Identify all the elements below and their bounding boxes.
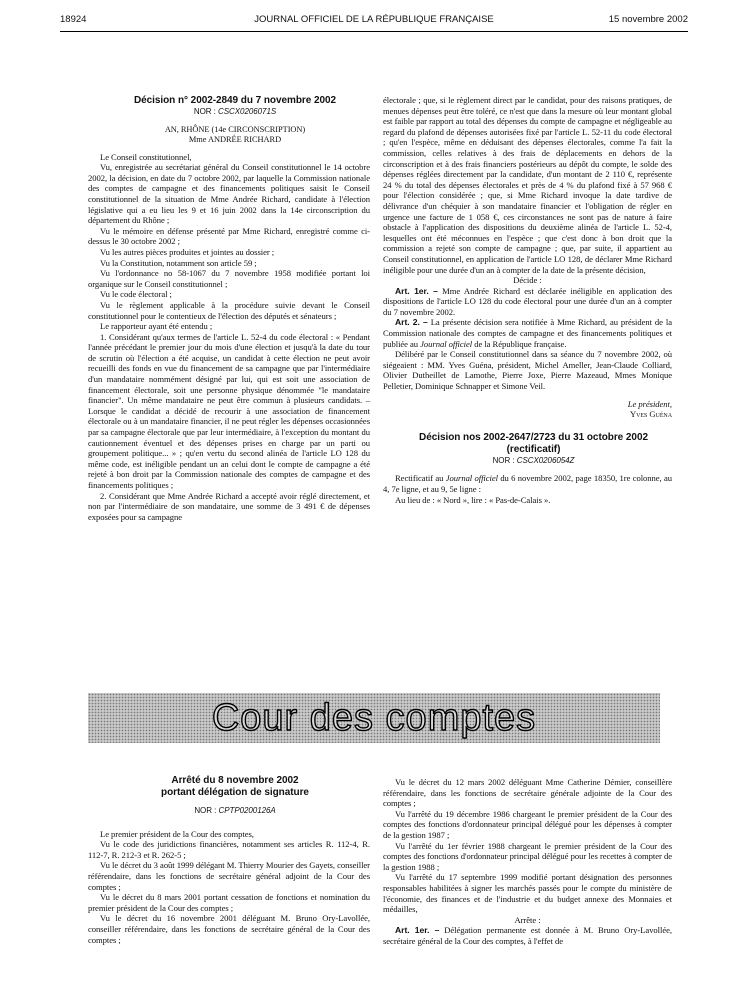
paragraph: Vu le décret du 16 novembre 2001 déléguant M. Bruno Ory-Lavollée, conseiller référendaire, dans les fonctions de secrétaire général de la Cour des comptes ;: [88, 913, 370, 945]
arrete-left-text: [88, 829, 370, 946]
decision1-right-paragraph: électorale ; que, si le règlement direct par le candidat, pour des raisons pratiques, de menues dépenses peut être toléré, ce n'est que dans la mesure où leur montant global est faible par rapport au total des dépenses du compte de campagne et négligeable au regard du plafond de dépenses autorisées fixé par l'article L. 52-11 du code électoral ; qu'en l'espèce, même en déduisant des dépenses électorales, comme l'a fait la commission, celles relatives à des frais de déplacements en dehors de la circonscription et à des frais financiers postérieurs au dépôt du compte, le solde des dépenses réglées directement par la candidate, d'un montant de 2 110 €, représente 24 % du total des dépenses électorales et près de 4 % du plafond fixé à 57 968 € pour l'élection considérée ; que, si Mme Richard invoque la date tardive de délivrance d'un chéquier à son mandataire financier et l'obligation de régler en urgence une facture de 1 058 €, ces circonstances ne sont pas de nature à faire obstacle à l'application des dispositions du deuxième alinéa de l'article L. 52-4, lesquelles ont été méconnues en l'espèce ; que c'est donc à bon droit que la commission a rejeté son compte de campagne ; que, par suite, il appartient au Conseil constitutionnel, en application de l'article LO 128, de déclarer Mme Richard inéligible pour une durée d'un an à compter de la date de la présente décision,: [383, 95, 672, 275]
paragraph: Le rapporteur ayant été entendu ;: [100, 321, 213, 332]
decision2-subtitle: (rectificatif): [506, 443, 561, 455]
paragraph: Le Conseil constitutionnel,: [100, 151, 192, 162]
decision2-nor: NOR : CSCX0206054Z: [492, 455, 575, 465]
page-number: 18924: [60, 14, 87, 25]
paragraph: Vu le décret du 12 mars 2002 déléguant Mme Catherine Démier, conseillère référendaire, dans les fonctions de secrétaire générale adjointe de la Cour des comptes ;: [383, 777, 672, 809]
paragraph: Vu l'ordonnance no 58-1067 du 7 novembre 1958 modifiée portant loi organique sur le Conseil constitutionnel ;: [88, 268, 370, 289]
arrete-subtitle: portant délégation de signature: [161, 787, 309, 798]
paragraph: Vu le règlement applicable à la procédure suivie devant le Conseil constitutionnel pour le contentieux de l'élection des députés et sénateurs ;: [88, 299, 370, 321]
decision1-title: Décision n° 2002-2849 du 7 novembre 2002: [133, 95, 337, 106]
decision1-nor: NOR : CSCX0206071S: [193, 107, 277, 116]
decision1-circonscription: AN, RHÔNE (14e CIRCONSCRIPTION): [164, 124, 306, 134]
section-banner-title: Cour des comptes: [211, 697, 537, 739]
decision1-decide: Décide :: [513, 275, 542, 286]
arrete-nor: NOR : CPTP0200126A: [194, 806, 276, 815]
paragraph: Vu le code électoral ;: [100, 289, 172, 300]
paragraph: Vu l'arrêté du 1er février 1988 chargeant le premier président de la Cour des comptes des fonctions d'ordonnateur principal délégué pour les recettes à compter de la gestion 1988 ;: [383, 840, 672, 872]
decision1-left-text: [88, 152, 370, 523]
page-header: [60, 14, 688, 28]
paragraph: 2. Considérant que Mme Andrée Richard a accepté avoir réglé directement, et non par l'intermédiaire de son mandataire, une somme de 3 491 € de dépenses exposées pour sa campagne: [88, 490, 370, 522]
paragraph: 1. Considérant qu'aux termes de l'article L. 52-4 du code électoral : « Pendant l'année précédant le premier jour du mois d'une élection et jusqu'à la date du tour de scrutin où l'élection a été acquise, un candidat à cette élection ne peut avoir recueilli des fonds en vue du financement de sa campagne que par l'intermédiaire d'un mandataire nommément désigné par lui, qui est soit une association de financement électorale, soit une personne physique dénommée "le mandataire financier". Un même mandataire ne peut être commun à plusieurs candidats. – Lorsque le candidat a décidé de recourir à une association de financement électorale ou à un mandataire financier, il ne peut régler les dépenses occasionnées par sa campagne électorale que par leur intermédiaire, à l'exception du montant du cautionnement éventuel et des dépenses prises en charge par un parti ou groupement politique... » ; qu'en vertu du second alinéa de l'article LO 128 du même code, est inéligible pendant un an celui dont le compte de campagne a été rejeté à bon droit par la Commission nationale des comptes de campagne et des financements politiques ;: [88, 331, 370, 490]
arrete-right-text: [383, 777, 672, 915]
paragraph: Vu la Constitution, notamment son article 59 ;: [100, 257, 257, 268]
section-banner: [88, 693, 660, 743]
arrete-left-column: [88, 775, 370, 945]
paragraph: Vu le décret du 3 août 1999 délégant M. Thierry Mourier des Gayets, conseiller référendaire, dans les fonctions de secrétaire général adjoint de la Cour des comptes ;: [88, 860, 370, 892]
decision1-person: Mme ANDRÉE RICHARD: [188, 134, 282, 144]
arrete-article-1: Art. 1er. – Délégation permanente est donnée à M. Bruno Ory-Lavollée, secrétaire général de la Cour des comptes, à l'effet de: [383, 925, 672, 946]
signature-name: Yves Guéna: [629, 409, 672, 420]
decision1-right-column: [383, 95, 672, 505]
paragraph: Vu le décret du 8 mars 2001 portant cessation de fonctions et nomination du premier président de la Cour des comptes ;: [88, 892, 370, 913]
decision2-title: Décision nos 2002-2647/2723 du 31 octobre 2002: [419, 431, 648, 443]
paragraph: Vu, enregistrée au secrétariat général du Conseil constitutionnel le 14 octobre 2002, la décision, en date du 7 octobre 2002, par laquelle la Commission nationale des comptes de campagne et des financements politiques saisit le Conseil constitutionnel de la situation de Mme Andrée Richard, candidate à l'élection législative qui a eu lieu les 9 et 16 juin 2002 dans la 14e circonscription du département du Rhône ;: [88, 162, 370, 226]
paragraph: Vu le mémoire en défense présenté par Mme Richard, enregistré comme ci-dessus le 30 octobre 2002 ;: [88, 225, 370, 247]
paragraph: Le premier président de la Cour des comptes,: [100, 828, 254, 839]
issue-date: 15 novembre 2002: [608, 14, 688, 25]
paragraph: Vu le code des juridictions financières, notamment ses articles R. 112-4, R. 112-7, R. 212-3 et R. 262-5 ;: [88, 839, 370, 860]
arrete-word: Arrête :: [514, 914, 541, 925]
decision1-deliberation: Délibéré par le Conseil constitutionnel dans sa séance du 7 novembre 2002, où siégeaient : MM. Yves Guéna, président, Michel Ameller, Jean-Claude Colliard, Olivier Dutheillet de Lamothe, Pierre Joxe, Pierre Mazeaud, Mmes Monique Pelletier, Dominique Schnapper et Simone Veil.: [383, 349, 672, 392]
paragraph: Vu l'arrêté du 17 septembre 1999 modifié portant désignation des personnes responsables habilitées à signer les marchés passés pour le compte du ministère de l'économie, des finances et de l'industrie et du budget annexe des Monnaies et médailles,: [383, 872, 672, 915]
paragraph: Vu les autres pièces produites et jointes au dossier ;: [100, 246, 275, 257]
decision1-left-column: [88, 95, 370, 522]
decision1-article-2: Art. 2. – La présente décision sera notifiée à Mme Richard, au président de la Commission nationale des comptes de campagne et des financements politiques et publiée au Journal officiel de la République française.: [383, 317, 672, 349]
header-rule: [60, 31, 688, 32]
decision1-article-1: Art. 1er. – Mme Andrée Richard est déclarée inéligible en application des dispositions de l'article LO 128 du code électoral pour une durée d'un an à compter du 7 novembre 2002.: [383, 285, 672, 317]
signature-role: Le président,: [627, 398, 672, 409]
arrete-right-column: [383, 777, 672, 947]
arrete-title: Arrêté du 8 novembre 2002: [171, 775, 299, 786]
decision2-rectificatif: Rectificatif au Journal officiel du 6 novembre 2002, page 18350, 1re colonne, au 4, 7e ligne, et au 9, 5e ligne :: [383, 473, 673, 494]
journal-title: JOURNAL OFFICIEL DE LA RÉPUBLIQUE FRANÇAISE: [254, 14, 494, 25]
paragraph: Vu l'arrêté du 19 décembre 1986 chargeant le premier président de la Cour des comptes des fonctions d'ordonnateur principal délégué pour les dépenses à compter de la gestion 1987 ;: [383, 808, 672, 840]
decision2-correction: Au lieu de : « Nord », lire : « Pas-de-Calais ».: [395, 494, 551, 505]
